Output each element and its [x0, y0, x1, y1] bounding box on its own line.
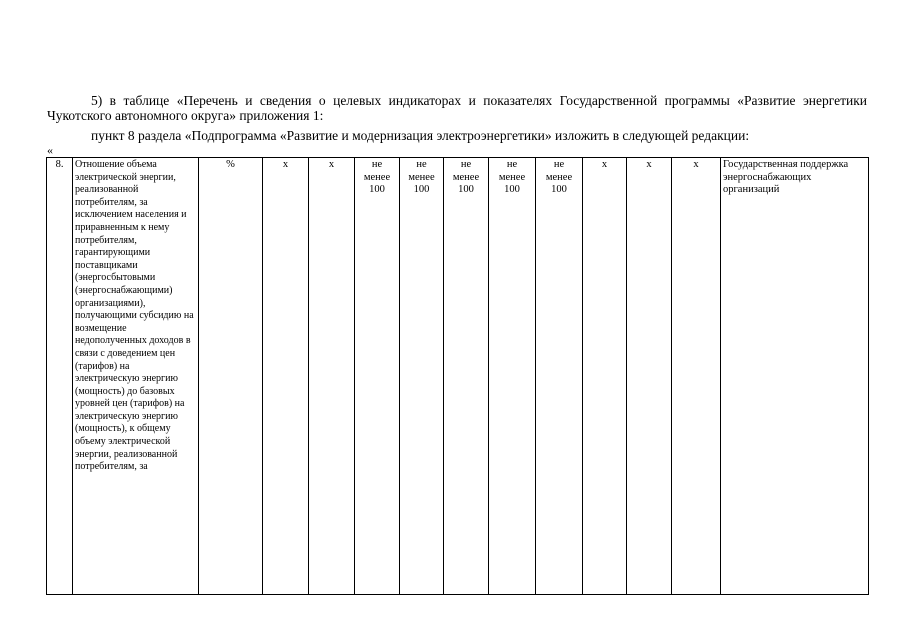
indicators-table	[46, 157, 869, 595]
value-5-line-2: менее	[452, 171, 480, 183]
indicator-name-cell: Отношение объема электрической энергии, реализованной потребителям, за исключением населения и приравненным к нему потребителям, гарантирующими поставщиками (энергосбытовыми (энергоснабжающими) организациями), получающими субсидию на возмещение недополученных доходов в связи с доведением цен (тарифов) на электрическую энергию (мощность) до базовых уровней цен (тарифов) на электрическую энергию (мощность), к общему объему электрической энергии, реализованной потребителям, за	[73, 158, 199, 595]
note-cell: Государственная поддержка энергоснабжающих организаций	[721, 158, 869, 595]
paragraph-item-reference: пункт 8 раздела «Подпрограмма «Развитие и модернизация электроэнергетики» изложить в следующей редакции:	[91, 128, 750, 143]
value-cell-5	[444, 158, 489, 595]
value-5-line-3: 100	[458, 184, 474, 196]
table-row	[47, 158, 869, 595]
unit-cell: %	[199, 158, 263, 595]
opening-quote: «	[47, 143, 53, 157]
row-number-cell: 8.	[47, 158, 73, 595]
value-6-line-3: 100	[504, 184, 520, 196]
value-7-line-3: 100	[551, 184, 567, 196]
value-5-line-1: не	[460, 159, 472, 170]
value-7-line-2: менее	[545, 171, 573, 183]
value-4-line-1: не	[416, 159, 427, 170]
value-cell-9: х	[627, 158, 672, 595]
value-6-line-1: не	[506, 159, 518, 170]
value-3-line-1: не	[371, 159, 383, 170]
value-cell-3	[355, 158, 400, 595]
value-3-line-2: менее	[363, 171, 391, 183]
value-cell-2: х	[309, 158, 355, 595]
value-cell-6	[489, 158, 536, 595]
value-4-line-3: 100	[413, 184, 430, 196]
value-3-line-3: 100	[369, 184, 385, 196]
value-cell-7	[536, 158, 583, 595]
value-cell-8: х	[583, 158, 627, 595]
value-cell-4	[400, 158, 444, 595]
value-6-line-2: менее	[498, 171, 526, 183]
value-4-line-2: менее	[408, 171, 435, 183]
value-cell-10: х	[672, 158, 721, 595]
value-7-line-1: не	[553, 159, 565, 170]
value-cell-1: х	[263, 158, 309, 595]
paragraph-table-reference: 5) в таблице «Перечень и сведения о целевых индикаторах и показателях Государственной программы «Развитие энергетики Чукотского автономного округа» приложения 1:	[47, 93, 867, 123]
